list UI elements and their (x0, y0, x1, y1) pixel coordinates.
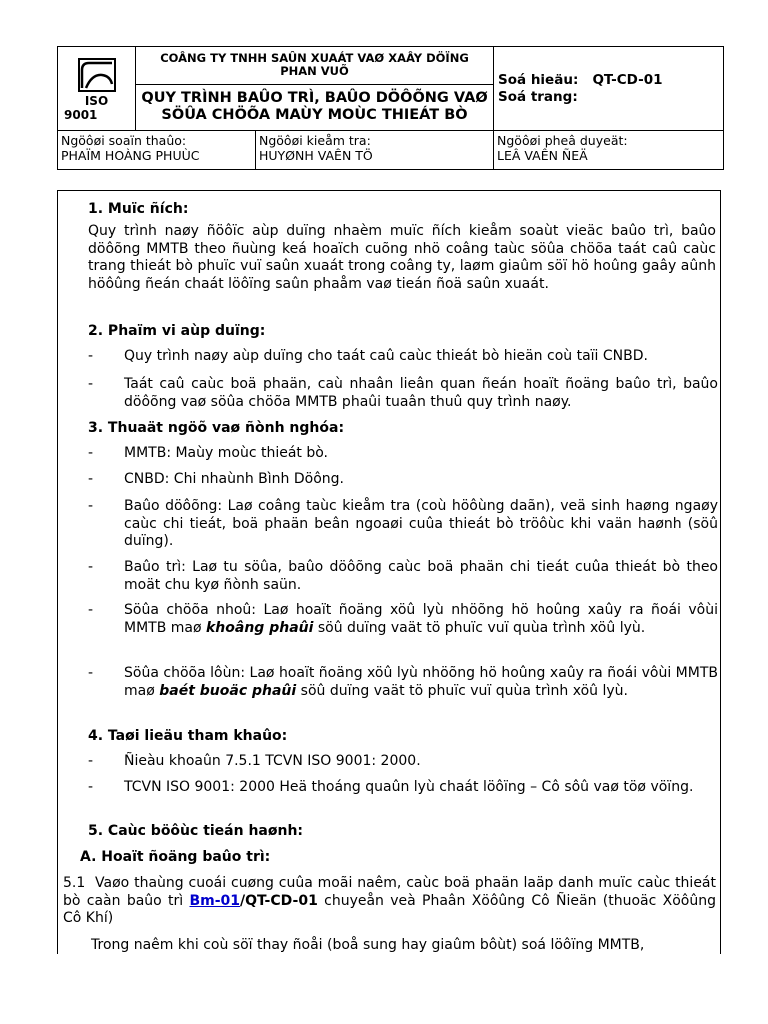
section-3-title: 3. Thuaät ngöõ vaø ñònh nghóa: (88, 420, 345, 436)
checker-cell (256, 131, 494, 170)
approver-label: Ngöôøi pheâ duyeät: (497, 133, 628, 148)
doc-number-value: QT-CD-01 (592, 71, 663, 88)
company-name: COÂNG TY TNHH SAÛN XUAÁT VAØ XAÂY DÖÏNG PHAN VUÕ (136, 47, 494, 85)
checker-name: HUYØNH VAÊN TÖ (259, 148, 373, 163)
form-link[interactable]: Bm-01 (189, 892, 241, 909)
subsection-a-title: A. Hoaït ñoäng baûo trì: (80, 849, 271, 865)
drafter-name: PHAÏM HOÀNG PHUÙC (61, 148, 200, 163)
approver-cell (494, 131, 724, 170)
section-1-text: Quy trình naøy ñöôïc aùp duïng nhaèm muïc ñích kieåm soaùt vieäc baûo trì, baûo döôõng MMTB theo ñuùng keá hoaïch cuõng nhö coâng taùc söûa chöõa taát caû caùc trang thieát bò phuïc vuï saûn xuaát trong coâng ty, laøm giaûm söï hö hoûng gaây aûnh höôûng ñeán chaát löôïng saûn phaåm vaø tieán ñoä saûn xuaát. (88, 223, 716, 292)
document-title: QUY TRÌNH BAÛO TRÌ, BAÛO DÖÔÕNG VAØ SÖÛA CHÖÕA MAÙY MOÙC THIEÁT BÒ (136, 84, 494, 130)
section-1-title: 1. Muïc ñích: (88, 201, 189, 217)
emphasis-text: khoâng phaûi (206, 619, 314, 636)
iso-logo (58, 47, 136, 131)
section-2-title: 2. Phaïm vi aùp duïng: (88, 323, 266, 339)
drafter-label: Ngöôøi soaïn thaûo: (61, 133, 187, 148)
paragraph-5-2: Trong naêm khi coù söï thay ñoåi (boå sung hay giaûm bôùt) soá löôïng MMTB, (91, 937, 645, 953)
document-info (494, 47, 724, 131)
approver-name: LEÂ VAÊN ÑEÄ (497, 148, 588, 163)
iso-emblem-icon (78, 58, 116, 92)
section-5-title: 5. Caùc böôùc tieán haønh: (88, 823, 304, 839)
document-body: 1. Muïc ñích: Quy trình naøy ñöôïc aùp duïng nhaèm muïc ñích kieåm soaùt vieäc baûo trì, baûo döôõng MMTB theo ñuùng keá hoaïch cuõng nhö coâng taùc söûa chöõa taát caû caùc trang thieát bò phuïc vuï saûn xuaát trong coâng ty, laøm giaûm söï hö hoûng gaây aûnh höôûng ñeán chaát löôïng saûn phaåm vaø tieán ñoä saûn xuaát. 2. Phaïm vi aùp duïng: - Quy trình naøy aùp duïng cho taát caû caùc thieát bò hieän coù taïi CNBD. - Taát caû caùc boä phaän, caù nhaân lieân quan ñeán hoaït ñoäng baûo trì, baûo döôõng vaø söûa chöõa MMTB phaûi tuaân thuû quy trình naøy. 3. Thuaät ngöõ vaø ñònh nghóa: - MMTB: Maùy moùc thieát bò. - CNBD: Chi nhaùnh Bình Döông. - Baûo döôõng: Laø coâng taùc kieåm tra (coù höôùng daãn), veä sinh haøng ngaøy caùc chi tieát, boä phaän beân ngoaøi cuûa thieát bò tröôùc khi vaän haønh (söû duïng). - Baûo trì: Laø tu söûa, baûo döôõng caùc boä phaän chi tieát cuûa thieát bò theo moät chu kyø ñònh saün. - Söûa chöõa nhoû: Laø hoaït ñoäng xöû lyù nhöõng hö hoûng xaûy ra ñoái vôùi MMTB maø khoâng phaûi söû duïng vaät tö phuïc vuï quùa trình xöû lyù. - Söûa chöõa lôùn: Laø hoaït ñoäng xöû lyù nhöõng hö hoûng xaûy ra ñoái vôùi MMTB maø baét buoäc phaûi söû duïng vaät tö phuïc vuï quùa trình xöû lyù. 4. Taøi lieäu tham khaûo: - Ñieàu khoaûn 7.5.1 TCVN ISO 9001: 2000. - TCVN ISO 9001: 2000 Heä thoáng quaûn lyù chaát löôïng – Cô sôû vaø töø vöïng. 5. Caùc böôùc tieán haønh: A. Hoaït ñoäng baûo trì: 5.1 Vaøo thaùng cuoái cuøng cuûa moãi naêm, caùc boä phaän laäp danh muïc caùc thieát bò caàn baûo trì Bm-01/QT-CD-01 chuyeån veà Phaân Xöôûng Cô Ñieän (thuoäc Xöôûng Cô Khí) Trong naêm khi coù söï thay ñoåi (boå sung hay giaûm bôùt) soá löôïng MMTB, (57, 190, 721, 954)
document-header (57, 46, 723, 173)
drafter-cell (58, 131, 256, 170)
paragraph-5-1: 5.1 Vaøo thaùng cuoái cuøng cuûa moãi naêm, caùc boä phaän laäp danh muïc caùc thieát bò caàn baûo trì Bm-01/QT-CD-01 chuyeån veà Phaân Xöôûng Cô Ñieän (thuoäc Xöôûng Cô Khí) (63, 875, 716, 926)
iso-label: ISO (84, 93, 109, 108)
doc-number-label: Soá hieäu: (498, 71, 579, 88)
iso-number: 9001 (64, 107, 98, 122)
section-4-title: 4. Taøi lieäu tham khaûo: (88, 728, 288, 744)
checker-label: Ngöôøi kieåm tra: (259, 133, 371, 148)
emphasis-text: baét buoäc phaûi (159, 682, 297, 699)
paragraph-number: 5.1 (63, 875, 86, 891)
page-count-label: Soá trang: (498, 88, 578, 105)
